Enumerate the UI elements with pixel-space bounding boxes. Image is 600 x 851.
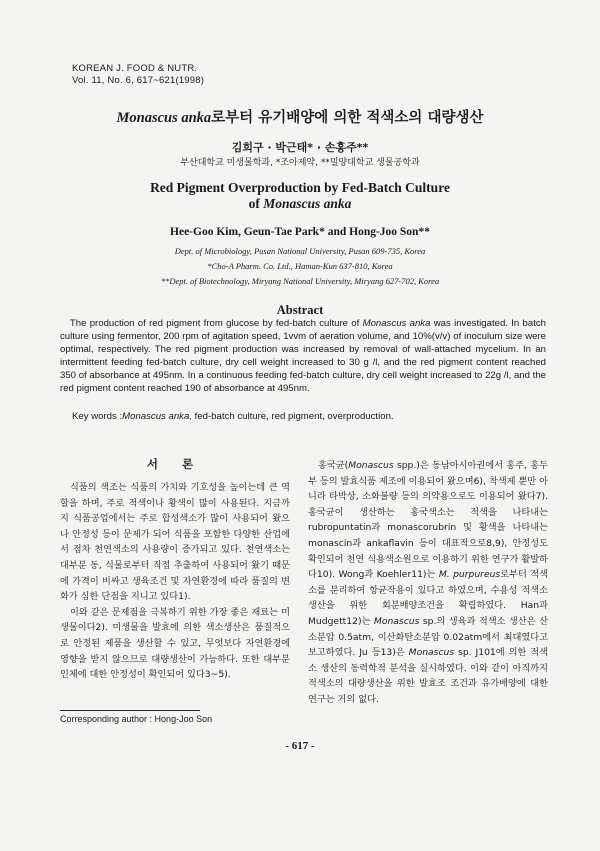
intro-right-text-2: spp.)은 동남아시아권에서 홍주, 홍두부 등의 발효식품 제조에 이용되어 왔으며6), 착색제 뿐만 아니라 타박상, 소화불량 등의 의약용으로도 이용되어 왔다7). 홍국균이 생산하는 홍국색소는 적색을 나타내는 rubropuntatin과 monascorubrin 및 황색을 나타내는 monascin과 ankaflavin 등이 대표적으로8,9), 안정성도 확인되어 천연 식용색소원으로 이용하기 위한 연구가 활발하다10). Wong과 Koehler11)는	[308, 460, 548, 581]
abstract-text-1: The production of red pigment from glucose by fed-batch culture of	[69, 318, 363, 329]
intro-right-text-1: 홍국균(	[318, 460, 349, 471]
intro-right-text-4: sp.의 생육과 적색소 생산은 산소분압 0.5atm, 이산화탄소분압 0.02atm에서 최대였다고 보고하였다. Ju 등13)은	[308, 615, 548, 659]
abstract-heading: Abstract	[276, 303, 324, 317]
corresponding-author: Corresponding author : Hong-Joo Son	[60, 714, 213, 724]
authors-english: Hee-Goo Kim, Geun-Tae Park* and Hong-Joo Son**	[170, 226, 430, 238]
journal-volume: Vol. 11, No. 6, 617~621(1998)	[72, 75, 205, 86]
affiliation-miryang: **Dept. of Biotechnology, Miryang National University, Miryang 627-702, Korea	[160, 276, 440, 286]
footnote-divider	[60, 710, 200, 711]
journal-name: KOREAN J. FOOD & NUTR.	[72, 63, 198, 74]
affiliations-korean: 부산대학교 미생물학과, *조아제약, **밀양대학교 생물공학과	[180, 158, 420, 168]
introduction-right-column	[308, 458, 548, 708]
affiliation-pusan: Dept. of Microbiology, Pusan National University, Pusan 609-735, Korea	[174, 246, 426, 256]
authors-korean: 김희구 · 박근태* · 손홍주**	[231, 141, 369, 154]
title-english	[0, 180, 600, 212]
intro-right-species-3: Monascus	[373, 615, 420, 627]
title-english-line1: Red Pigment Overproduction by Fed-Batch Culture	[150, 180, 450, 195]
page-number: - 617 -	[285, 740, 315, 752]
journal-header	[72, 63, 204, 87]
intro-right-species-2: M. purpureus	[438, 569, 501, 581]
intro-right-text-5: sp. J101에 의한 적색소 생산의 동력학적 분석을 실시하였다. 이와 같이 아직까지 적색소의 대량생산을 위한 발효조 조건과 유가배양에 대한 연구는 거의 없다.	[308, 647, 548, 705]
title-korean-species: Monascus anka	[116, 110, 212, 126]
intro-right-species-1: Monascus	[348, 460, 394, 471]
keywords-list: fed-batch culture, red pigment, overproduction.	[191, 411, 394, 422]
title-korean-text: 로부터 유기배양에 의한 적색소의 대량생산	[211, 110, 484, 126]
title-korean	[0, 106, 600, 127]
intro-paragraph-2: 이와 같은 문제점을 극복하기 위한 가장 좋은 재료는 미생물이다2). 미생물을 발효에 의한 색소생산은 품질적으로 안정된 제품을 생산할 수 있고, 무엇보다 자연환경에 영향을 받지 않으므로 대량생산이 가능하다. 또한 대부분 인체에 대한 안정성이 확인되어 있다3~5).	[60, 606, 290, 681]
title-english-prefix: of	[248, 196, 264, 211]
section-heading-introduction: 서 론	[146, 457, 204, 471]
intro-paragraph-1: 식품의 색조는 식품의 가치와 기호성을 높이는데 큰 역할을 하며, 주로 적색이나 황색이 많이 사용된다. 지금까지 식품공업에서는 주로 합성색소가 많이 사용되어 왔으나 안정성 등이 문제가 되어 식품을 포함한 다양한 산업에서 점차 천연색소의 사용량이 증가되고 있다. 천연색소는 대부분 동, 식물로부터 직접 추출하여 사용되어 왔기 때문에 가격이 비싸고 생육조건 및 자연환경에 따라 품질의 변화가 심한 단점을 지니고 있다1).	[60, 482, 290, 603]
introduction-left-column	[60, 480, 290, 683]
keywords	[72, 410, 546, 423]
intro-right-text-3: 로부터 적색소를 분리하여 항균작용이 있다고 하였으며, 수용성 적색소 생산을 위한 회분배양조건을 확립하였다. Han과 Mudgett12)는	[308, 569, 548, 627]
keywords-species: Monascus anka,	[122, 411, 192, 422]
abstract-text-2: was investigated. In batch culture using fermentor, 200 rpm of agitation speed, 1vvm of aeration volume, and 10%(v/v) of inoculum size were optimal, respectively. The red pigment production was increased by removal of wall-attached mycelium. In an intermittent feeding fed-batch culture, dry cell weight increased to 30 g /l, and the red pigment content reached 350 of absorbance at 495nm. In a continuous feeding fed-batch culture, dry cell weight increased to 22g /l, and the red pigment content reached 190 of absorbance at 495nm.	[60, 318, 547, 394]
abstract-body	[60, 318, 546, 395]
intro-paragraph-3	[308, 458, 548, 708]
abstract-species: Monascus anka	[362, 318, 431, 329]
title-english-species: Monascus anka	[263, 196, 352, 211]
intro-right-species-4: Monascus	[408, 647, 455, 659]
keywords-label: Key words :	[72, 411, 123, 422]
affiliation-cho-a: *Cho-A Pharm. Co. Ltd., Haman-Kun 637-810, Korea	[207, 261, 393, 271]
title-english-line2	[0, 196, 600, 212]
